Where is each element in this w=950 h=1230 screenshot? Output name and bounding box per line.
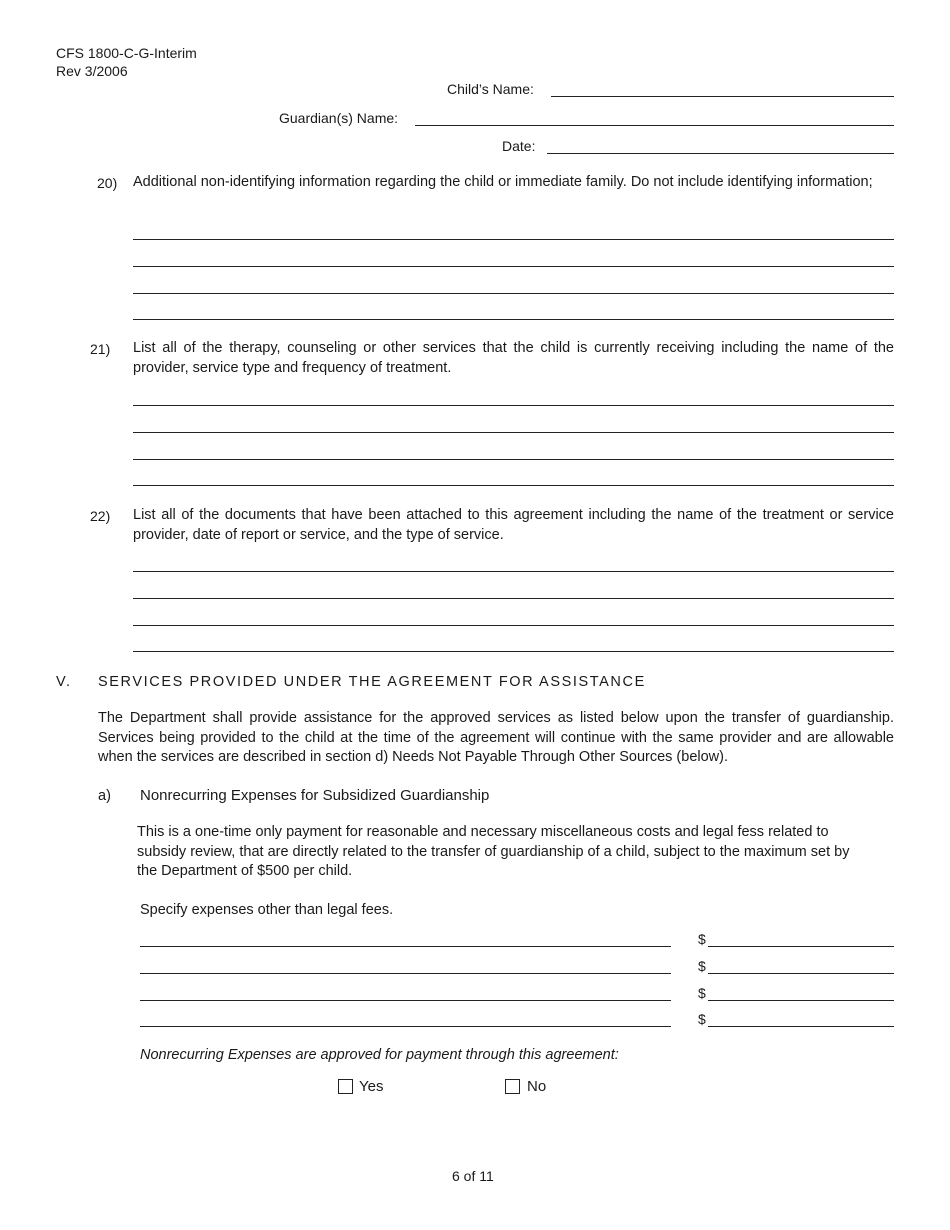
currency-symbol: $ [698,1011,706,1027]
no-label: No [527,1078,547,1095]
answer-line[interactable] [133,651,894,652]
date-field[interactable] [547,153,894,154]
expense-amount-field[interactable] [708,946,894,947]
guardian-name-field[interactable] [415,125,894,126]
currency-symbol: $ [698,958,706,974]
subsection-a-description: This is a one-time only payment for reasonable and necessary miscellaneous costs and legal fess related to subsidy review, that are directly related to the transfer of guardianship of a child, subject to the maximum set by the Department of $500 per child. [137,824,850,879]
expense-description-field[interactable] [140,946,671,947]
specify-expenses-label: Specify expenses other than legal fees. [140,902,394,918]
question-21-number: 21) [90,341,111,357]
expense-amount-field[interactable] [708,1000,894,1001]
section-v-title: SERVICES PROVIDED UNDER THE AGREEMENT FOR ASSISTANCE [98,674,646,690]
form-revision: Rev 3/2006 [56,63,128,79]
section-v-intro: The Department shall provide assistance for the approved services as listed below upon the transfer of guardianship. Services being provided to the child at the time of the agreement will continue with the same provider and are allowable when the services are described in section d) Needs Not Payable Through Other Sources (below). [98,710,894,765]
answer-line[interactable] [133,405,894,406]
subsection-a-title: Nonrecurring Expenses for Subsidized Guardianship [140,787,490,804]
question-22-number: 22) [90,508,111,524]
question-20-number: 20) [97,175,118,191]
guardian-name-label: Guardian(s) Name: [279,110,399,126]
section-v-numeral: V. [56,674,72,690]
expense-description-field[interactable] [140,1026,671,1027]
approval-question: Nonrecurring Expenses are approved for payment through this agreement: [140,1047,619,1063]
child-name-field[interactable] [551,96,894,97]
date-label: Date: [502,138,536,154]
subsection-a-letter: a) [98,788,111,804]
form-code: CFS 1800-C-G-Interim [56,45,197,61]
answer-line[interactable] [133,625,894,626]
child-name-label: Child’s Name: [447,81,534,97]
answer-line[interactable] [133,571,894,572]
answer-line[interactable] [133,459,894,460]
answer-line[interactable] [133,485,894,486]
currency-symbol: $ [698,985,706,1001]
yes-checkbox[interactable] [338,1079,353,1094]
question-22-text: List all of the documents that have been attached to this agreement including the name of the treatment or service provider, date of report or service, and the type of service. [133,507,894,543]
answer-line[interactable] [133,598,894,599]
page-number: 6 of 11 [452,1168,494,1184]
no-checkbox[interactable] [505,1079,520,1094]
expense-description-field[interactable] [140,1000,671,1001]
expense-description-field[interactable] [140,973,671,974]
answer-line[interactable] [133,266,894,267]
answer-line[interactable] [133,239,894,240]
answer-line[interactable] [133,293,894,294]
expense-amount-field[interactable] [708,973,894,974]
answer-line[interactable] [133,319,894,320]
yes-label: Yes [359,1078,384,1095]
question-20-text: Additional non-identifying information regarding the child or immediate family. Do not include identifying information; [133,174,873,190]
answer-line[interactable] [133,432,894,433]
currency-symbol: $ [698,931,706,947]
expense-amount-field[interactable] [708,1026,894,1027]
question-21-text: List all of the therapy, counseling or other services that the child is currently receiving including the name of the provider, service type and frequency of treatment. [133,340,894,376]
